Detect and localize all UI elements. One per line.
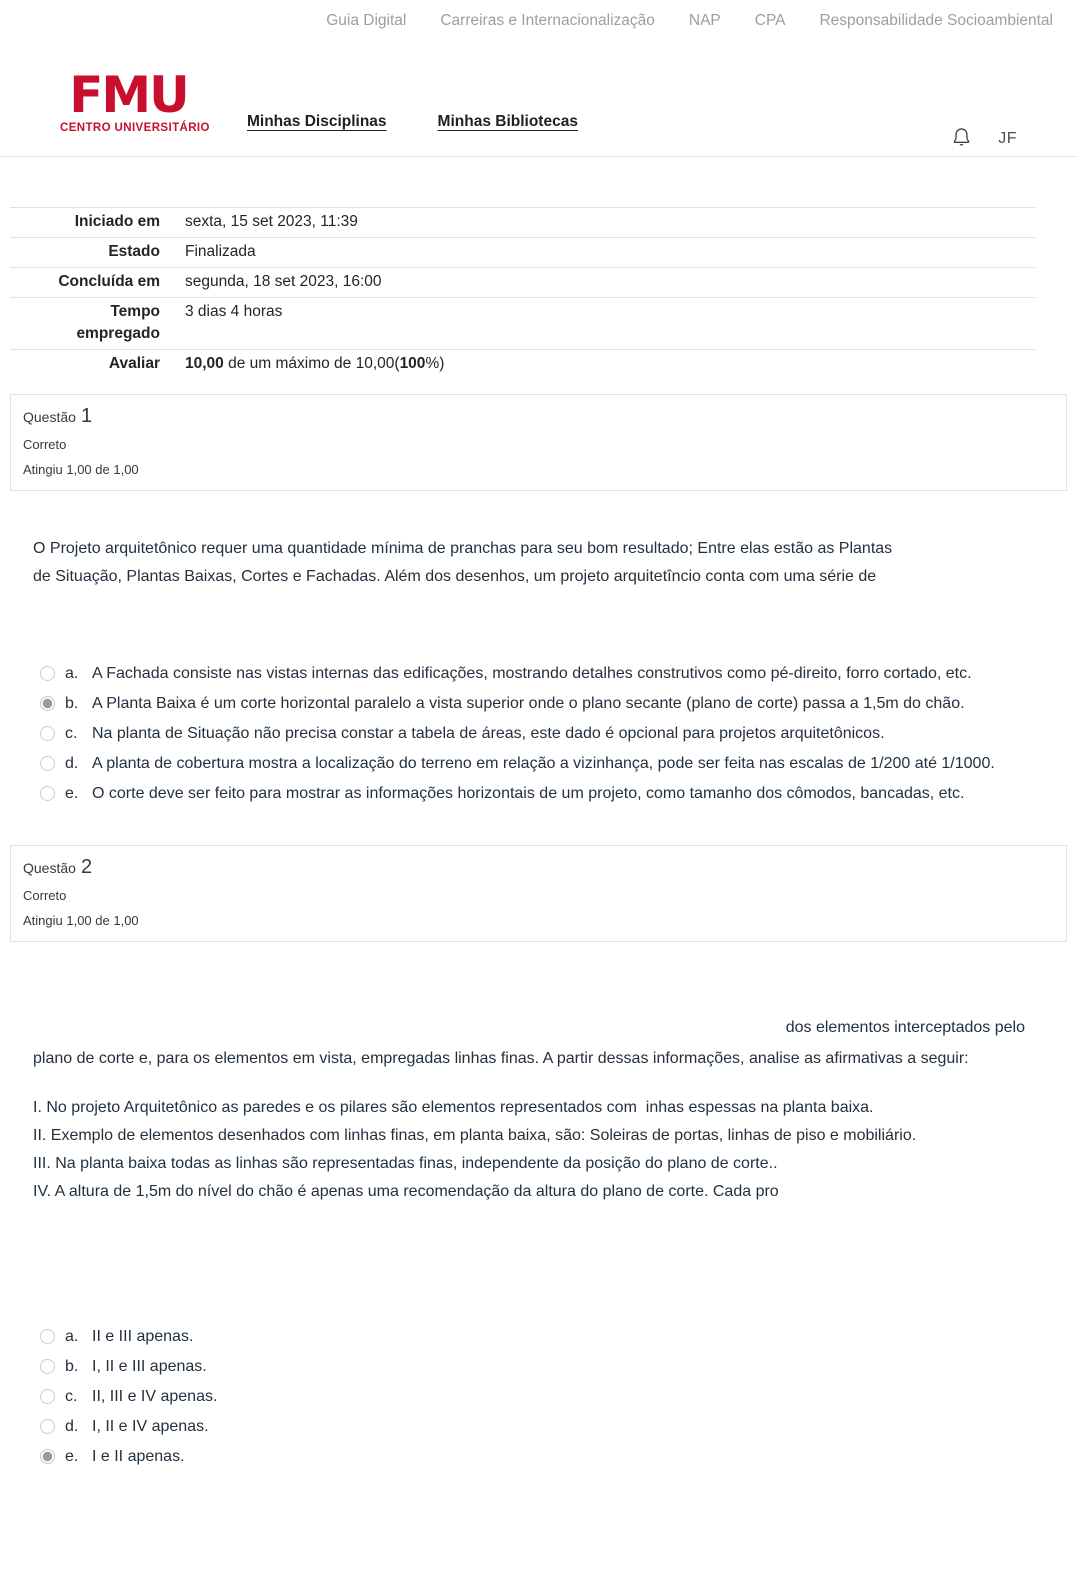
topbar-link-responsabilidade-socioambiental[interactable]: Responsabilidade Socioambiental bbox=[819, 12, 1053, 29]
question-2-text bbox=[33, 1012, 1025, 1074]
option-text: A Fachada consiste nas vistas internas das edificações, mostrando detalhes construtivos como pé-direito, forro cortado, etc. bbox=[92, 665, 972, 682]
question-label: Questão bbox=[23, 409, 76, 425]
option-text: I, II e III apenas. bbox=[92, 1358, 207, 1375]
summary-row-started bbox=[10, 207, 1035, 237]
fmu-logo-subtext: CENTRO UNIVERSITÁRIO bbox=[60, 122, 210, 134]
option-text: I e II apenas. bbox=[92, 1448, 185, 1465]
radio-button[interactable] bbox=[40, 696, 55, 711]
question-2-grade: Atingiu 1,00 de 1,00 bbox=[23, 913, 139, 928]
question-2-text-line2: plano de corte e, para os elementos em vista, empregadas linhas finas. A partir dessas informações, analise as afirmativas a seguir: bbox=[33, 1050, 969, 1067]
option-letter: b. bbox=[65, 695, 79, 712]
option-letter: e. bbox=[65, 1448, 79, 1465]
nav-minhas-disciplinas[interactable]: Minhas Disciplinas bbox=[247, 113, 387, 130]
statement-ii: II. Exemplo de elementos desenhados com linhas finas, em planta baixa, são: Soleiras de portas, linhas de piso e mobiliário. bbox=[33, 1127, 917, 1144]
summary-label: Iniciado em bbox=[74, 213, 160, 230]
radio-button[interactable] bbox=[40, 786, 55, 801]
option-letter: c. bbox=[65, 725, 78, 742]
radio-button[interactable] bbox=[40, 1329, 55, 1344]
question-2-option-c[interactable] bbox=[40, 1386, 1077, 1408]
question-1-option-d[interactable] bbox=[40, 753, 1077, 775]
option-letter: a. bbox=[65, 1328, 79, 1345]
question-2-state: Correto bbox=[23, 888, 67, 903]
main-nav bbox=[247, 113, 578, 131]
summary-row-state bbox=[10, 237, 1035, 267]
grade-middle-text: de um máximo de 10,00( bbox=[223, 355, 400, 372]
option-letter: d. bbox=[65, 1418, 79, 1435]
user-menu[interactable]: JF bbox=[998, 130, 1017, 147]
question-1-option-b[interactable] bbox=[40, 693, 1077, 715]
question-number: 2 bbox=[80, 856, 93, 878]
option-text: O corte deve ser feito para mostrar as informações horizontais de um projeto, como tamanho dos cômodos, bancadas, etc. bbox=[92, 785, 965, 802]
top-utility-bar bbox=[0, 0, 1077, 40]
topbar-link-nap[interactable]: NAP bbox=[688, 12, 721, 29]
summary-value: segunda, 18 set 2023, 16:00 bbox=[185, 273, 382, 290]
summary-value: sexta, 15 set 2023, 11:39 bbox=[185, 213, 358, 230]
question-2-option-e[interactable] bbox=[40, 1446, 1077, 1468]
radio-button[interactable] bbox=[40, 726, 55, 741]
nav-minhas-bibliotecas[interactable]: Minhas Bibliotecas bbox=[437, 113, 578, 130]
topbar-link-guia-digital[interactable]: Guia Digital bbox=[326, 12, 407, 29]
summary-grade-value bbox=[175, 353, 1035, 375]
option-text: II, III e IV apenas. bbox=[92, 1388, 218, 1405]
option-text: II e III apenas. bbox=[92, 1328, 194, 1345]
topbar-link-cpa[interactable]: CPA bbox=[754, 12, 786, 29]
question-1-text: O Projeto arquitetônico requer uma quantidade mínima de pranchas para seu bom resultado; Entre elas estão as Plantas de Situação, Plantas Baixas, Cortes e Fachadas. Além dos desenhos, um projeto arquitetîncio conta com uma série de bbox=[33, 540, 893, 585]
grade-percent: 100 bbox=[399, 355, 426, 372]
option-letter: a. bbox=[65, 665, 79, 682]
question-1-state: Correto bbox=[23, 437, 67, 452]
summary-row-time-taken bbox=[10, 297, 1035, 349]
notifications-bell-icon[interactable] bbox=[951, 126, 972, 154]
attempt-summary-table bbox=[10, 207, 1035, 379]
question-2-option-d[interactable] bbox=[40, 1416, 1077, 1438]
radio-button[interactable] bbox=[40, 1419, 55, 1434]
radio-button[interactable] bbox=[40, 1359, 55, 1374]
option-letter: e. bbox=[65, 785, 79, 802]
option-letter: d. bbox=[65, 755, 79, 772]
summary-label: Concluída em bbox=[58, 273, 160, 290]
summary-label: Avaliar bbox=[108, 355, 160, 372]
option-letter: b. bbox=[65, 1358, 79, 1375]
question-1-title bbox=[23, 405, 1054, 428]
question-1-option-a[interactable] bbox=[40, 663, 1077, 685]
grade-suffix: %) bbox=[425, 355, 445, 372]
radio-button[interactable] bbox=[40, 1389, 55, 1404]
summary-row-grade bbox=[10, 349, 1035, 379]
radio-button[interactable] bbox=[40, 756, 55, 771]
question-1-options bbox=[40, 663, 1077, 805]
grade-score: 10,00 bbox=[185, 355, 224, 372]
question-2-text-line1: dos elementos interceptados pelo bbox=[785, 1019, 1025, 1036]
fmu-logo-text: FMU bbox=[69, 66, 188, 124]
question-label: Questão bbox=[23, 860, 76, 876]
radio-button[interactable] bbox=[40, 666, 55, 681]
option-text: A Planta Baixa é um corte horizontal paralelo a vista superior onde o plano secante (plano de corte) passa a 1,5m do chão. bbox=[92, 695, 965, 712]
summary-row-completed bbox=[10, 267, 1035, 297]
statement-iv: IV. A altura de 1,5m do nível do chão é apenas uma recomendação da altura do plano de corte. Cada pro bbox=[33, 1183, 779, 1200]
question-2-option-a[interactable] bbox=[40, 1326, 1077, 1348]
option-letter: c. bbox=[65, 1388, 78, 1405]
topbar-link-carreiras-internacionalizacao[interactable]: Carreiras e Internacionalização bbox=[440, 12, 655, 29]
question-1-info-box bbox=[10, 394, 1067, 491]
question-2-info-box bbox=[10, 845, 1067, 942]
fmu-logo[interactable] bbox=[60, 66, 210, 134]
question-1-option-e[interactable] bbox=[40, 783, 1077, 805]
question-number: 1 bbox=[80, 405, 93, 427]
option-text: A planta de cobertura mostra a localização do terreno em relação a vizinhança, pode ser feita nas escalas de 1/200 até 1/1000. bbox=[92, 755, 995, 772]
radio-button[interactable] bbox=[40, 1449, 55, 1464]
question-2-title bbox=[23, 856, 1054, 879]
question-2-option-b[interactable] bbox=[40, 1356, 1077, 1378]
summary-label: Tempo empregado bbox=[76, 303, 160, 342]
option-text: Na planta de Situação não precisa constar a tabela de áreas, este dado é opcional para projetos arquitetônicos. bbox=[92, 725, 885, 742]
statement-i: I. No projeto Arquitetônico as paredes e os pilares são elementos representados com inhas espessas na planta baixa. bbox=[33, 1099, 874, 1116]
question-1-option-c[interactable] bbox=[40, 723, 1077, 745]
summary-value: Finalizada bbox=[185, 243, 256, 260]
page-header bbox=[0, 40, 1077, 157]
question-2-statements bbox=[33, 1094, 1037, 1206]
option-text: I, II e IV apenas. bbox=[92, 1418, 209, 1435]
statement-iii: III. Na planta baixa todas as linhas são representadas finas, independente da posição do plano de corte.. bbox=[33, 1155, 778, 1172]
question-2-options bbox=[40, 1326, 1077, 1468]
summary-value: 3 dias 4 horas bbox=[185, 303, 283, 320]
question-1-grade: Atingiu 1,00 de 1,00 bbox=[23, 462, 139, 477]
summary-label: Estado bbox=[108, 243, 160, 260]
